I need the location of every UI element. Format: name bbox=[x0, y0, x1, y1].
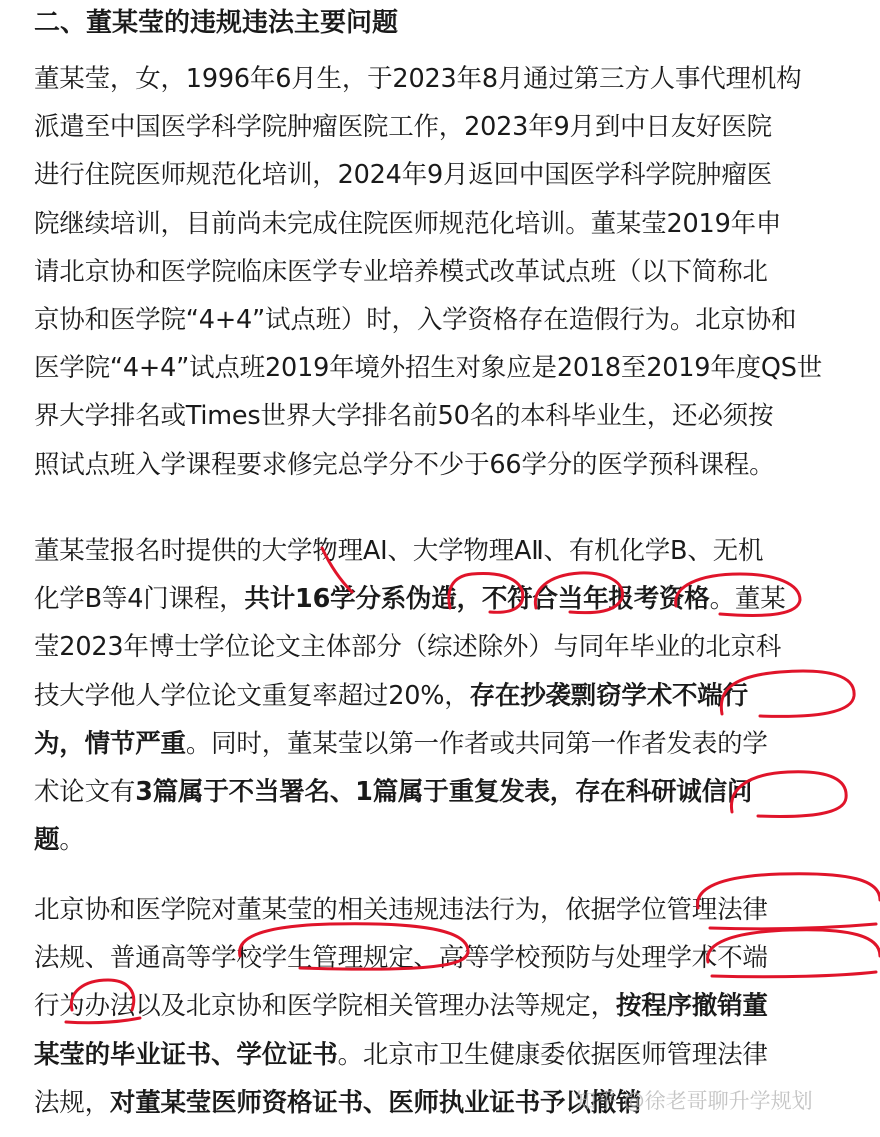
bold-text: 为，情节严重 bbox=[34, 728, 186, 759]
text-line bbox=[34, 982, 880, 1030]
text: 医学院“4+4”试点班2019年境外招生对象应是2018至2019年度QS世 bbox=[34, 353, 823, 384]
text: 。北京市卫生健康委依据医师管理法律 bbox=[337, 1039, 768, 1070]
text-line bbox=[34, 623, 880, 671]
text-line bbox=[34, 816, 880, 864]
text: 院继续培训，目前尚未完成住院医师规范化培训。董某莹2019年申 bbox=[34, 208, 782, 239]
bold-text: 某莹的毕业证书、学位证书 bbox=[34, 1039, 338, 1070]
text-line bbox=[34, 720, 880, 768]
text-line bbox=[34, 527, 880, 575]
text-line bbox=[34, 768, 880, 816]
text: 北京协和医学院对董某莹的相关违规违法行为，依据学位管理法律 bbox=[34, 895, 768, 925]
bold-text: 按程序撤销董 bbox=[615, 991, 768, 1022]
text-line bbox=[34, 296, 880, 344]
text: 界大学排名或Times世界大学排名前50名的本科毕业生，还必须按 bbox=[34, 401, 774, 432]
text-line bbox=[34, 200, 880, 248]
text-line bbox=[34, 934, 880, 982]
text-line bbox=[34, 886, 880, 934]
text-line bbox=[34, 344, 880, 392]
text: 术论文有 bbox=[34, 777, 136, 808]
text: 董某莹报名时提供的大学物理AI、大学物理AⅡ、有机化学B、无机 bbox=[34, 536, 764, 566]
text: 化学B等4门课程， bbox=[34, 584, 245, 615]
text: 派遣至中国医学科学院肿瘤医院工作，2023年9月到中日友好医院 bbox=[34, 112, 772, 143]
text-line bbox=[34, 441, 880, 489]
text-line bbox=[34, 575, 880, 623]
text: 法规、普通高等学校学生管理规定、高等学校预防与处理学术不端 bbox=[34, 943, 768, 974]
paragraph-violations bbox=[34, 527, 880, 864]
bold-text: 共计16学分系伪造，不符合当年报考资格 bbox=[244, 584, 710, 615]
bold-text: 对董某莹医师资格证书、医师执业证书予以撤销 bbox=[109, 1087, 642, 1118]
bold-text: 3篇属于不当署名、1篇属于重复发表，存在科研诚信问 bbox=[135, 777, 753, 808]
text-line bbox=[34, 55, 880, 103]
text-line bbox=[34, 103, 880, 151]
text: 董某莹，女，1996年6月生，于2023年8月通过第三方人事代理机构 bbox=[34, 64, 802, 94]
watermark: 知乎 @徐老哥聊升学规划 bbox=[575, 1089, 813, 1113]
text: 行为办法以及北京协和医学院相关管理办法等规定， bbox=[34, 991, 616, 1022]
text: 京协和医学院“4+4”试点班）时，入学资格存在造假行为。北京协和 bbox=[34, 305, 797, 336]
text: 。董某 bbox=[709, 584, 786, 615]
text: 莹2023年博士学位论文主体部分（综述除外）与同年毕业的北京科 bbox=[34, 632, 782, 663]
bold-text: 存在抄袭剽窃学术不端行 bbox=[469, 680, 748, 711]
bold-text: 题 bbox=[34, 825, 60, 856]
text-line bbox=[34, 672, 880, 720]
text: 进行住院医师规范化培训，2024年9月返回中国医学科学院肿瘤医 bbox=[34, 160, 772, 191]
paragraph-background bbox=[34, 55, 880, 489]
text: 技大学他人学位论文重复率超过20%， bbox=[34, 680, 470, 711]
text: 法规， bbox=[34, 1087, 110, 1118]
text: 照试点班入学课程要求修完总学分不少于66学分的医学预科课程。 bbox=[34, 449, 775, 480]
section-heading: 二、董某莹的违规违法主要问题 bbox=[34, 8, 399, 38]
text: 请北京协和医学院临床医学专业培养模式改革试点班（以下简称北 bbox=[34, 256, 768, 287]
text: 。同时，董某莹以第一作者或共同第一作者发表的学 bbox=[185, 728, 768, 759]
text-line bbox=[34, 151, 880, 199]
text-line bbox=[34, 248, 880, 296]
text: 。 bbox=[59, 825, 85, 856]
text-line bbox=[34, 392, 880, 440]
text-line bbox=[34, 1031, 880, 1079]
